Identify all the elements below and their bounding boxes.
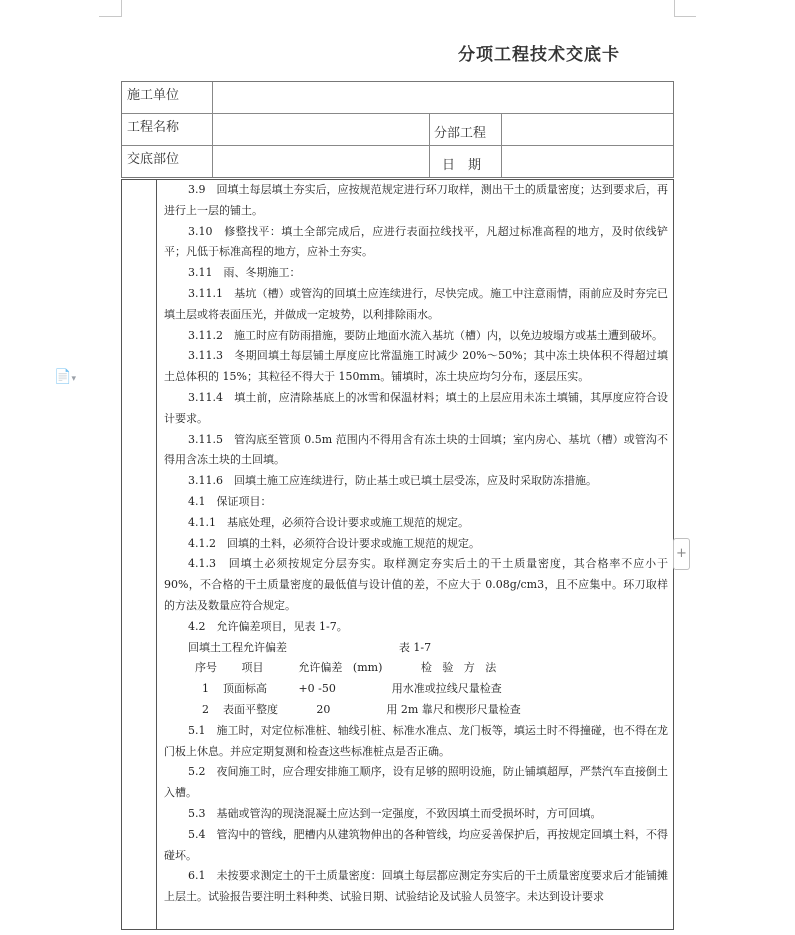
crop-mark-top-left-h: [99, 16, 121, 17]
left-label-column: [122, 180, 157, 929]
paragraph: 5.1 施工时，对定位标准桩、轴线引桩、标准水准点、龙门板等，填运土时不得撞碰，也不得在龙门板上休息。并应定期复测和检查这些标准桩点是否正确。: [164, 723, 668, 758]
tolerance-table-row: 1 顶面标高 +0 -50 用水准或拉线尺量检查: [188, 682, 502, 696]
paragraph: 3.11.6 回填土施工应连续进行，防止基土或已填土层受冻，应及时采取防冻措施。: [188, 474, 597, 488]
paragraph: 4.1 保证项目：: [188, 494, 272, 508]
tolerance-table-title: 回填土工程允许偏差 表 1-7: [188, 640, 432, 654]
construction-unit-label: 施工单位: [127, 88, 180, 103]
paragraph: 5.2 夜间施工时，应合理安排施工顺序，设有足够的照明设施，防止铺填超厚，严禁汽车直接倒土入槽。: [164, 765, 668, 800]
paragraph: 3.11.1 基坑（槽）或管沟的回填土应连续进行，尽快完成。施工中注意雨情，雨前应及时夯完已填土层或将表面压光，并做成一定坡势，以利排除雨水。: [164, 286, 668, 321]
disclosure-text: [164, 180, 668, 908]
paragraph: 5.3 基础或管沟的现浇混凝土应达到一定强度，不致因填土而受损坏时，方可回填。: [188, 806, 602, 820]
paragraph: 5.4 管沟中的管线，肥槽内从建筑物伸出的各种管线，均应妥善保护后，再按规定回填土料，不得碰坏。: [164, 827, 668, 862]
paragraph: 4.2 允许偏差项目，见表 1-7。: [188, 619, 348, 633]
header-row-divider: [122, 113, 673, 114]
crop-mark-top-left-v: [121, 0, 122, 17]
disclosure-part-label: 交底部位: [127, 152, 180, 167]
crop-mark-top-right-v: [674, 0, 675, 17]
paragraph: 4.1.2 回填的土料，必须符合设计要求或施工规范的规定。: [188, 536, 480, 550]
project-name-label: 工程名称: [127, 120, 180, 135]
paragraph: 3.10 修整找平：填土全部完成后，应进行表面拉线找平，凡超过标准高程的地方，及时依线铲平；凡低于标准高程的地方，应补土夯实。: [164, 224, 668, 259]
tolerance-table-header: 序号 项目 允许偏差 (mm) 检 验 方 法: [188, 661, 497, 675]
header-table: [121, 81, 674, 178]
tolerance-table-row: 2 表面平整度 20 用 2m 靠尺和楔形尺量检查: [188, 702, 521, 716]
header-col-divider: [429, 113, 430, 177]
add-row-button[interactable]: +: [673, 538, 690, 570]
disclosure-content-table: [121, 179, 674, 930]
page-title: 分项工程技术交底卡: [458, 45, 620, 65]
header-col-divider: [501, 113, 502, 177]
header-row-divider: [122, 145, 673, 146]
paragraph: 4.1.3 回填土必须按规定分层夯实。取样测定夯实后土的干土质量密度，其合格率不应小于 90%，不合格的干土质量密度的最低值与设计值的差，不应大于 0.08g/cm3，且不应集中。环刀取样的方法及数量应符合规定。: [164, 557, 668, 612]
paragraph: 6.1 未按要求测定土的干土质量密度：回填土每层都应测定夯实后的干土质量密度要求后才能铺摊上层土。试验报告要注明土料种类、试验日期、试验结论及试验人员签字。未达到设计要求: [164, 869, 668, 904]
paragraph: 4.1.1 基底处理，必须符合设计要求或施工规范的规定。: [188, 515, 469, 529]
paragraph: 3.11 雨、冬期施工：: [188, 266, 301, 280]
date-label: 日 期: [442, 158, 482, 173]
header-col-divider: [212, 82, 213, 177]
document-icon[interactable]: 📄▾: [54, 369, 76, 385]
paragraph: 3.11.3 冬期回填土每层铺土厚度应比常温施工时减少 20%～50%；其中冻土块体积不得超过填土总体积的 15%；其粒径不得大于 150mm。铺填时，冻土块应均匀分布，逐层压实。: [164, 349, 668, 384]
paragraph: 3.11.2 施工时应有防雨措施，要防止地面水流入基坑（槽）内，以免边坡塌方或基土遭到破坏。: [188, 328, 663, 342]
paragraph: 3.9 回填土每层填土夯实后，应按规范规定进行环刀取样，测出干土的质量密度；达到要求后，再进行上一层的铺土。: [164, 183, 668, 217]
subproject-label: 分部工程: [434, 126, 487, 141]
paragraph: 3.11.5 管沟底至管顶 0.5m 范围内不得用含有冻土块的士回填；室内房心、基坑（槽）或管沟不得用含冻土块的土回填。: [164, 432, 668, 467]
crop-mark-top-right-h: [674, 16, 696, 17]
paragraph: 3.11.4 填土前，应清除基底上的冰雪和保温材料；填土的上层应用未冻土填铺，其厚度应符合设计要求。: [164, 390, 668, 425]
